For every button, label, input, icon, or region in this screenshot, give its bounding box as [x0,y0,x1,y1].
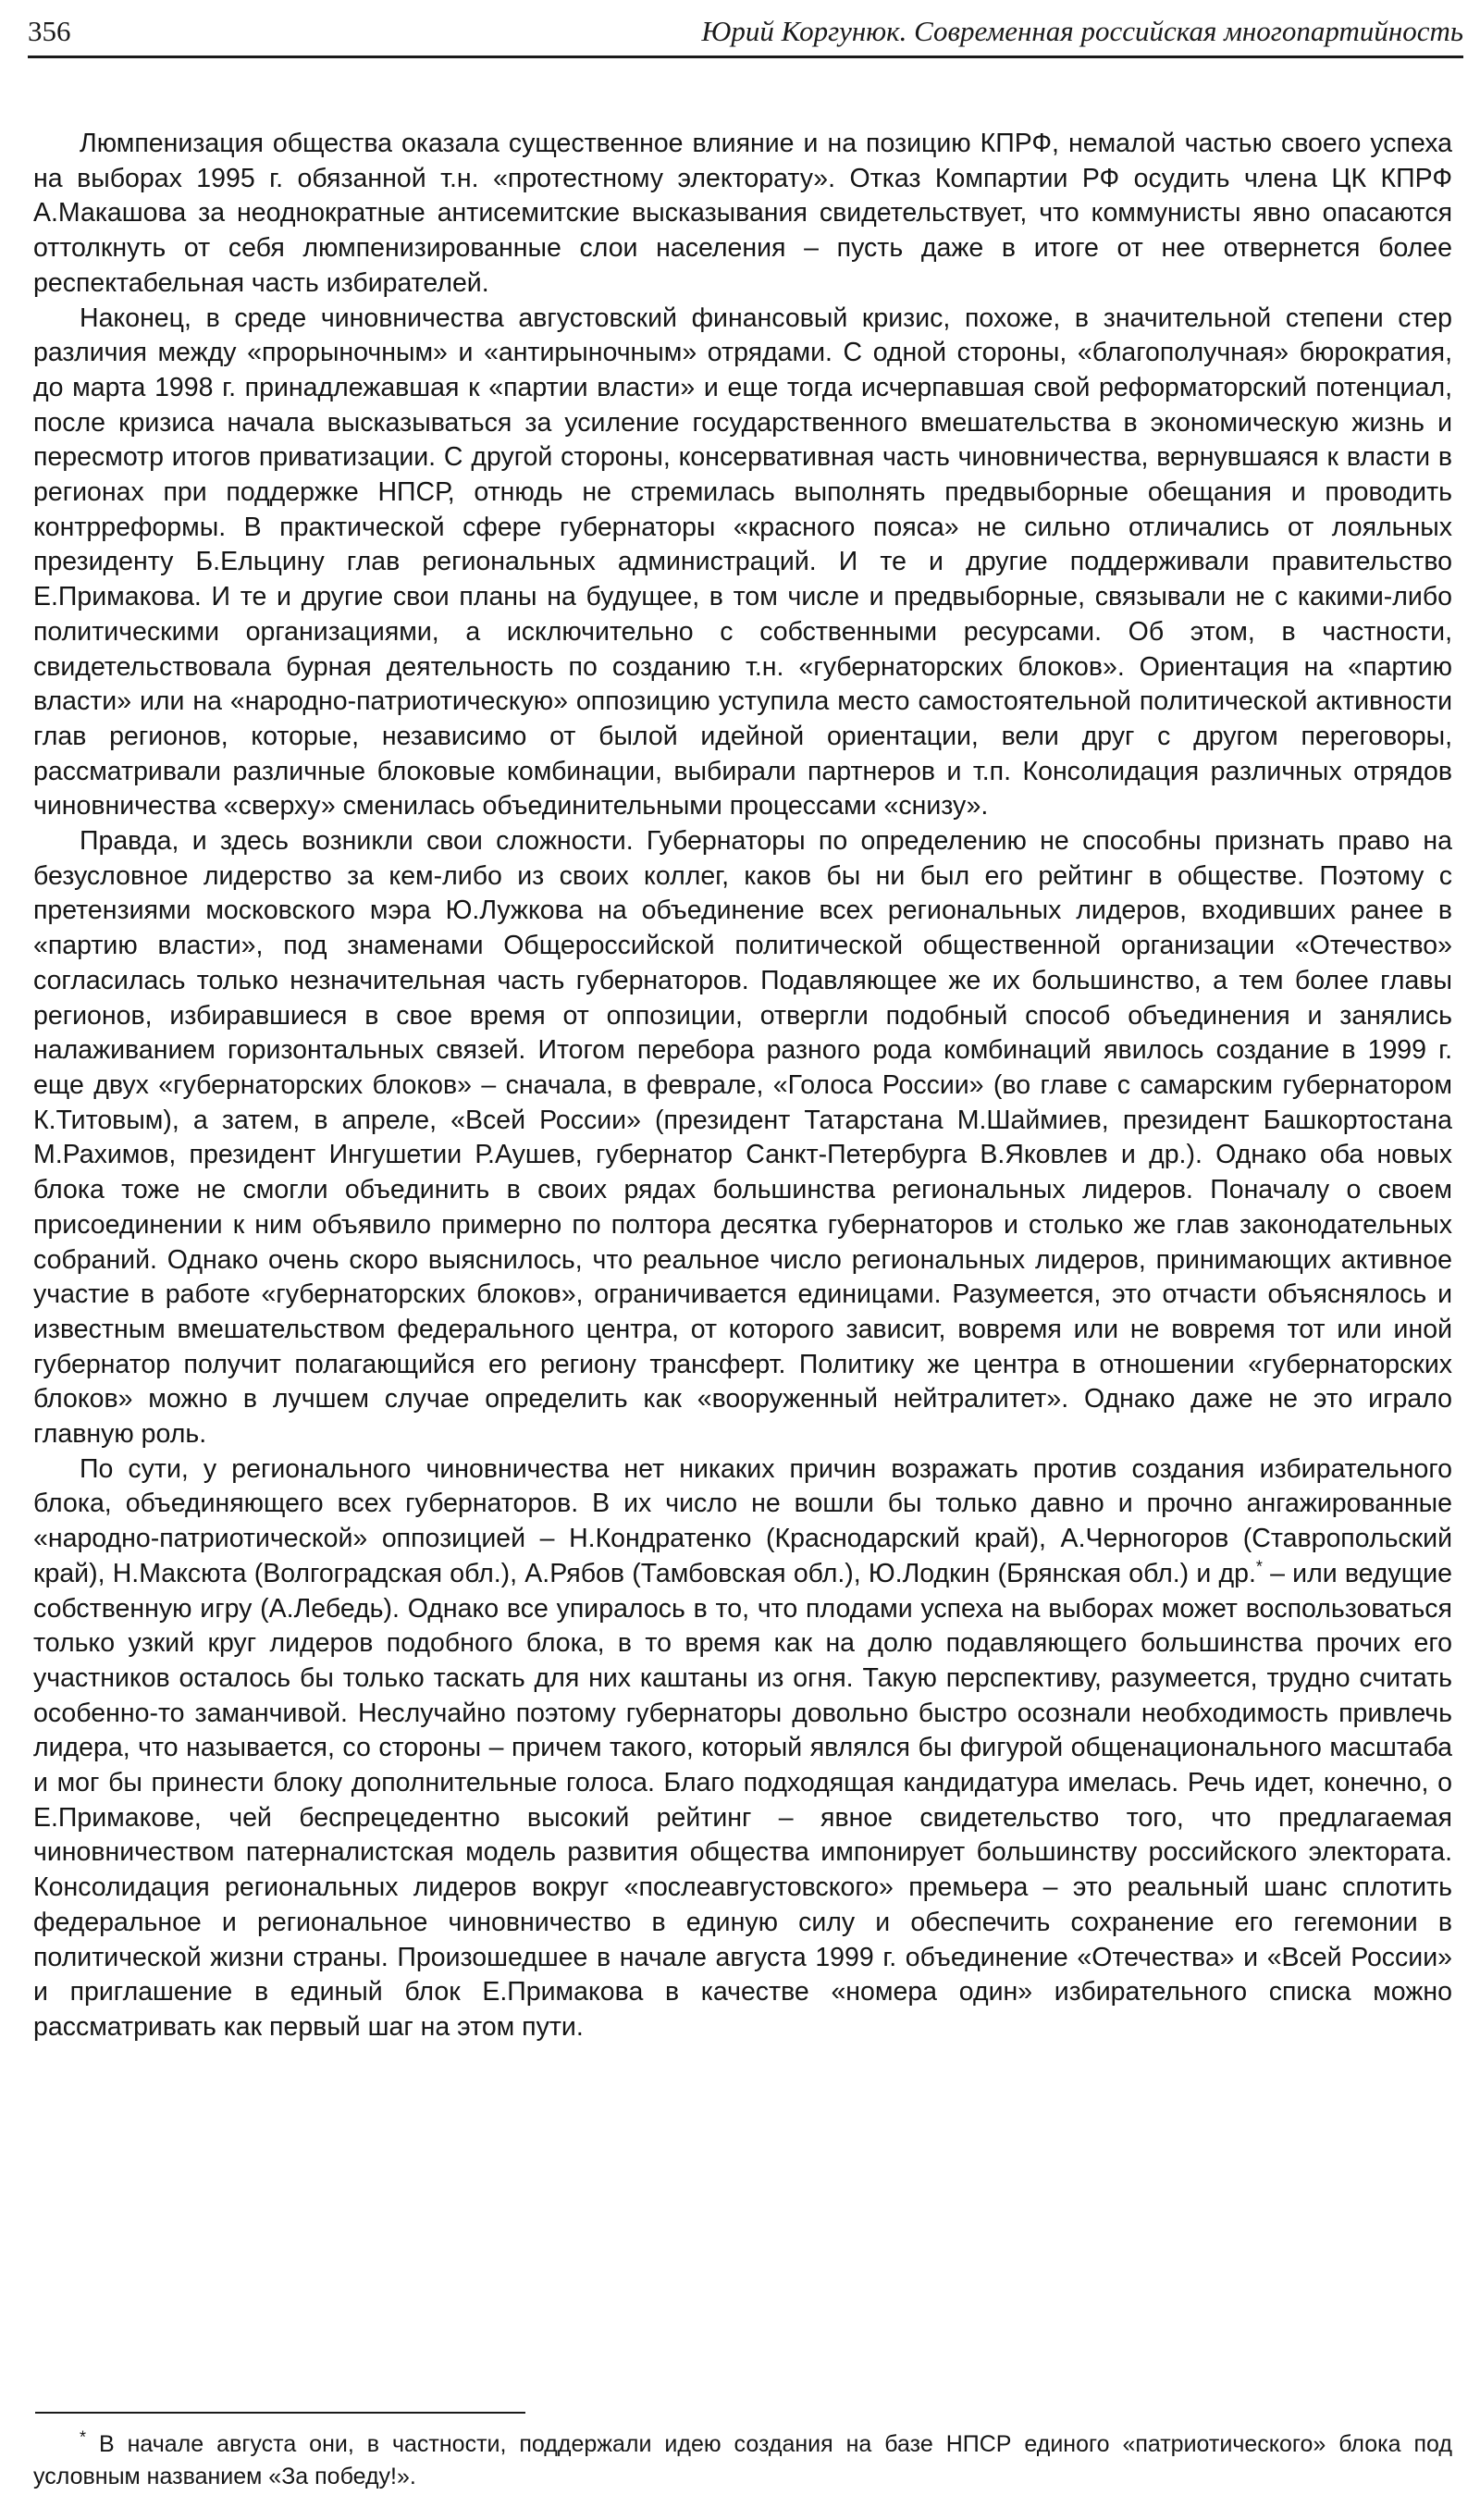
running-title: Юрий Коргунюк. Современная российская многопартийность [701,15,1463,47]
footnote-text: В начале августа они, в частности, поддержали идею создания на базе НПСР единого «патриотического» блока под условным названием «За победу!». [33,2431,1452,2489]
paragraph [33,1452,1452,2045]
paragraph-text-before-ref: По сути, у регионального чиновничества нет никаких причин возражать против создания избирательного блока, объединяющего всех губернаторов. В их число не вошли бы только давно и прочно ангажированные «народно-патриотической» оппозицией – Н.Кондратенко (Краснодарский край), А.Черногоров (Ставропольский край), Н.Максюта (Волгоградская обл.), А.Рябов (Тамбовская обл.), Ю.Лодкин (Брянская обл.) и др. [33,1453,1452,1588]
paragraph-text-after-ref: – или ведущие собственную игру (А.Лебедь). Однако все упиралось в то, что плодами успеха на выборах может воспользоваться только узкий круг лидеров подобного блока, в то время как на долю подавляющего большинства прочих его участников осталось бы только таскать для них каштаны из огня. Такую перспективу, разумеется, трудно считать особенно-то заманчивой. Неслучайно поэтому губернаторы довольно быстро осознали необходимость привлечь лидера, что называется, со стороны – причем такого, который являлся бы фигурой общенационального масштаба и мог бы принести блоку дополнительные голоса. Благо подходящая кандидатура имелась. Речь идет, конечно, о Е.Примакове, чей беспрецедентно высокий рейтинг – явное свидетельство того, что предлагаемая чиновничеством патерналистская модель развития общества импонирует большинству российского электората. Консолидация региональных лидеров вокруг «послеавгустовского» премьера – это реальный шанс сплотить федеральное и региональное чиновничество в единую силу и обеспечить сохранение его гегемонии в политической жизни страны. Произошедшее в начале августа 1999 г. объединение «Отечества» и «Всей России» и приглашение в единый блок Е.Примакова в качестве «номера один» избирательного списка можно рассматривать как первый шаг на этом пути. [33,1558,1452,2042]
footnote-mark: * [80,2427,87,2447]
paragraph: Правда, и здесь возникли свои сложности. Губернаторы по определению не способны признать право на безусловное лидерство за кем-либо из своих коллег, каков бы ни был его рейтинг в обществе. Поэтому с претензиями московского мэра Ю.Лужкова на объединение всех региональных лидеров, входивших ранее в «партию власти», под знаменами Общероссийской политической общественной организации «Отечество» согласилась только незначительная часть губернаторов. Подавляющее же их большинство, а тем более главы регионов, избиравшиеся в свое время от оппозиции, отвергли подобный способ объединения и занялись налаживанием горизонтальных связей. Итогом перебора разного рода комбинаций явилось создание в 1999 г. еще двух «губернаторских блоков» – сначала, в феврале, «Голоса России» (во главе с самарским губернатором К.Титовым), а затем, в апреле, «Всей России» (президент Татарстана М.Шаймиев, президент Башкортостана М.Рахимов, президент Ингушетии Р.Аушев, губернатор Санкт-Петербурга В.Яковлев и др.). Однако оба новых блока тоже не смогли объединить в своих рядах большинства региональных лидеров. Поначалу о своем присоединении к ним объявило примерно по полтора десятка губернаторов и столько же глав законодательных собраний. Однако очень скоро выяснилось, что реальное число региональных лидеров, принимающих активное участие в работе «губернаторских блоков», ограничивается единицами. Разумеется, это отчасти объяснялось и известным вмешательством федерального центра, от которого зависит, вовремя или не вовремя тот или иной губернатор получит полагающийся его региону трансферт. Политику же центра в отношении «губернаторских блоков» можно в лучшем случае определить как «вооруженный нейтралитет». Однако даже не это играло главную роль. [33,826,1452,1450]
main-text [33,127,1452,2045]
footnote-divider [35,2412,525,2414]
page-number: 356 [28,15,71,47]
paragraph: Наконец, в среде чиновничества августовский финансовый кризис, похоже, в значительной степени стер различия между «прорыночным» и «антирыночным» отрядами. С одной стороны, «благополучная» бюрократия, до марта 1998 г. принадлежавшая к «партии власти» и еще тогда исчерпавшая свой реформаторский потенциал, после кризиса начала высказываться за усиление государственного вмешательства в экономическую жизнь и пересмотр итогов приватизации. С другой стороны, консервативная часть чиновничества, вернувшаяся к власти в регионах при поддержке НПСР, отнюдь не стремилась выполнять предвыборные обещания и проводить контрреформы. В практической сфере губернаторы «красного пояса» не сильно отличались от лояльных президенту Б.Ельцину глав региональных администраций. И те и другие поддерживали правительство Е.Примакова. И те и другие свои планы на будущее, в том числе и предвыборные, связывали не с какими-либо политическими организациями, а исключительно с собственными ресурсами. Об этом, в частности, свидетельствовала бурная деятельность по созданию т.н. «губернаторских блоков». Ориентация на «партию власти» или на «народно-патриотическую» оппозицию уступила место самостоятельной политической активности глав регионов, которые, независимо от былой идейной ориентации, вели друг с другом переговоры, рассматривали различные блоковые комбинации, выбирали партнеров и т.п. Консолидация различных отрядов чиновничества «сверху» сменилась объединительными процессами «снизу». [33,303,1452,821]
footnote-reference: * [1255,1557,1263,1576]
paragraph: Люмпенизация общества оказала существенное влияние и на позицию КПРФ, немалой частью своего успеха на выборах 1995 г. обязанной т.н. «протестному электорату». Отказ Компартии РФ осудить члена ЦК КПРФ А.Макашова за неоднократные антисемитские высказывания свидетельствует, что коммунисты явно опасаются оттолкнуть от себя люмпенизированные слои населения – пусть даже в итоге от нее отвернется более респектабельная часть избирателей. [33,129,1452,298]
footnote [33,2428,1452,2493]
page-header [28,11,1463,58]
